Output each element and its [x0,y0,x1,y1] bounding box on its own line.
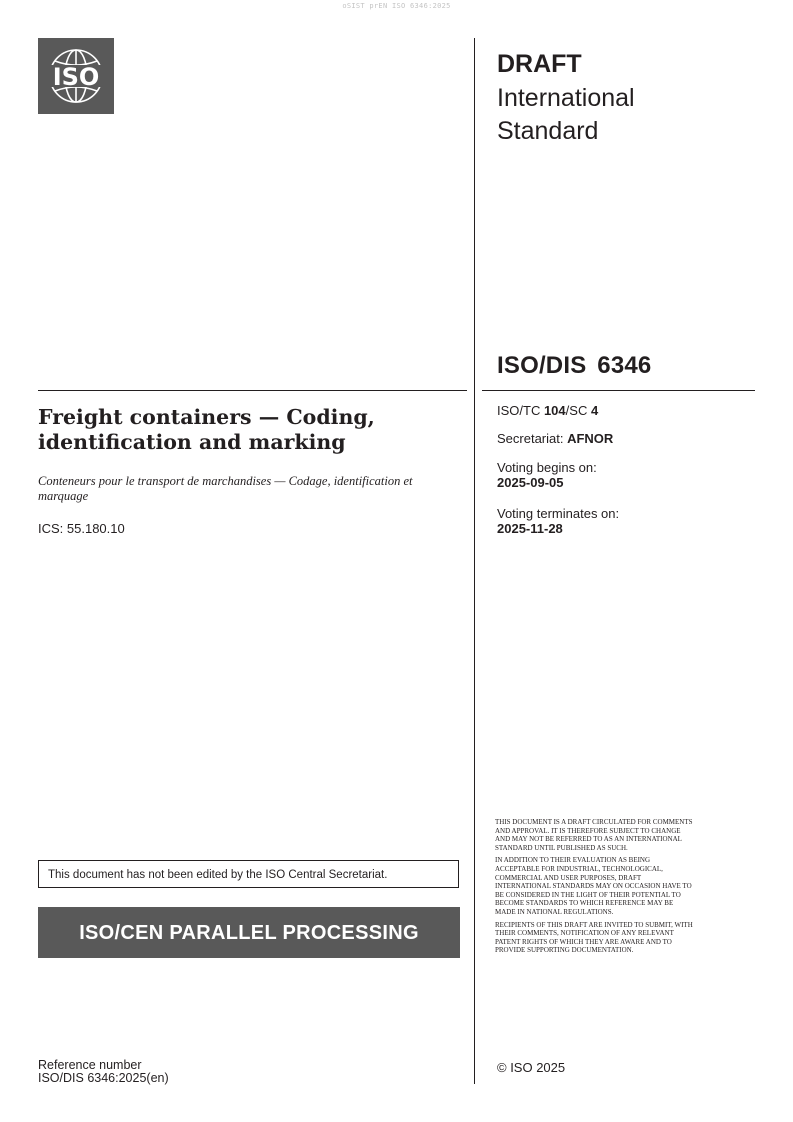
voting-terminates-label: Voting terminates on: [497,506,620,521]
committee-prefix: ISO/TC [497,403,544,418]
reference-label: Reference number [38,1058,142,1072]
voting-begins-label: Voting begins on: [497,460,597,475]
committee-line [497,403,598,418]
reference-value: ISO/DIS 6346:2025(en) [38,1071,169,1085]
iso-logo-text: ISO [52,63,100,91]
document-number: ISO/DIS 6346 [497,352,652,379]
voting-begins [497,460,597,490]
disclaimer-paragraph-2: IN ADDITION TO THEIR EVALUATION AS BEING ACCEPTABLE FOR INDUSTRIAL, TECHNOLOGICAL, COMMERCIAL AND USER PURPOSES, DRAFT INTERNATIONAL STANDARDS MAY ON OCCASION HAVE TO BE CONSIDERED IN THE LIGHT OF THEIR POTENTIAL TO BECOME STANDARDS TO WHICH REFERENCE MAY BE MADE IN NATIONAL REGULATIONS. [495,856,692,916]
left-rule [38,390,467,391]
secretariat-line [497,431,613,446]
draft-disclaimer [495,818,695,959]
standard-type-line1: International [497,84,635,112]
disclaimer-paragraph-3: RECIPIENTS OF THIS DRAFT ARE INVITED TO SUBMIT, WITH THEIR COMMENTS, NOTIFICATION OF ANY RELEVANT PATENT RIGHTS OF WHICH THEY ARE AWARE AND TO PROVIDE SUPPORTING DOCUMENTATION. [495,920,693,955]
standard-type [497,82,635,148]
draft-label: DRAFT [497,50,582,78]
committee-tc: 104 [543,403,566,418]
watermark-text: oSIST prEN ISO 6346:2025 [342,2,451,10]
document-title-french: Conteneurs pour le transport de marchandises — Codage, identification et marquage [38,474,413,503]
secretariat-label: Secretariat: [497,431,568,446]
voting-terminates [497,506,619,536]
parallel-processing-banner: ISO/CEN PARALLEL PROCESSING [38,907,460,958]
iso-logo [38,38,114,114]
column-divider [474,38,475,1084]
committee-mid: /SC [565,403,591,418]
standard-type-line2: Standard [497,117,599,145]
ics-code: ICS: 55.180.10 [38,521,125,536]
secretariat-value: AFNOR [567,431,614,446]
voting-begins-date: 2025-09-05 [497,475,564,490]
reference-number [38,1059,169,1085]
disclaimer-paragraph-1: THIS DOCUMENT IS A DRAFT CIRCULATED FOR COMMENTS AND APPROVAL. IT IS THEREFORE SUBJECT TO CHANGE AND MAY NOT BE REFERRED TO AS AN INTERNATIONAL STANDARD UNTIL PUBLISHED AS SUCH. [495,818,693,852]
right-rule [482,390,755,391]
iso-globe-icon [38,38,114,114]
copyright-notice: © ISO 2025 [497,1060,566,1075]
document-title: Freight containers — Coding, identification and marking [38,405,375,454]
voting-terminates-date: 2025-11-28 [497,521,563,536]
editing-notice: This document has not been edited by the ISO Central Secretariat. [38,860,459,888]
committee-sc: 4 [590,403,599,418]
